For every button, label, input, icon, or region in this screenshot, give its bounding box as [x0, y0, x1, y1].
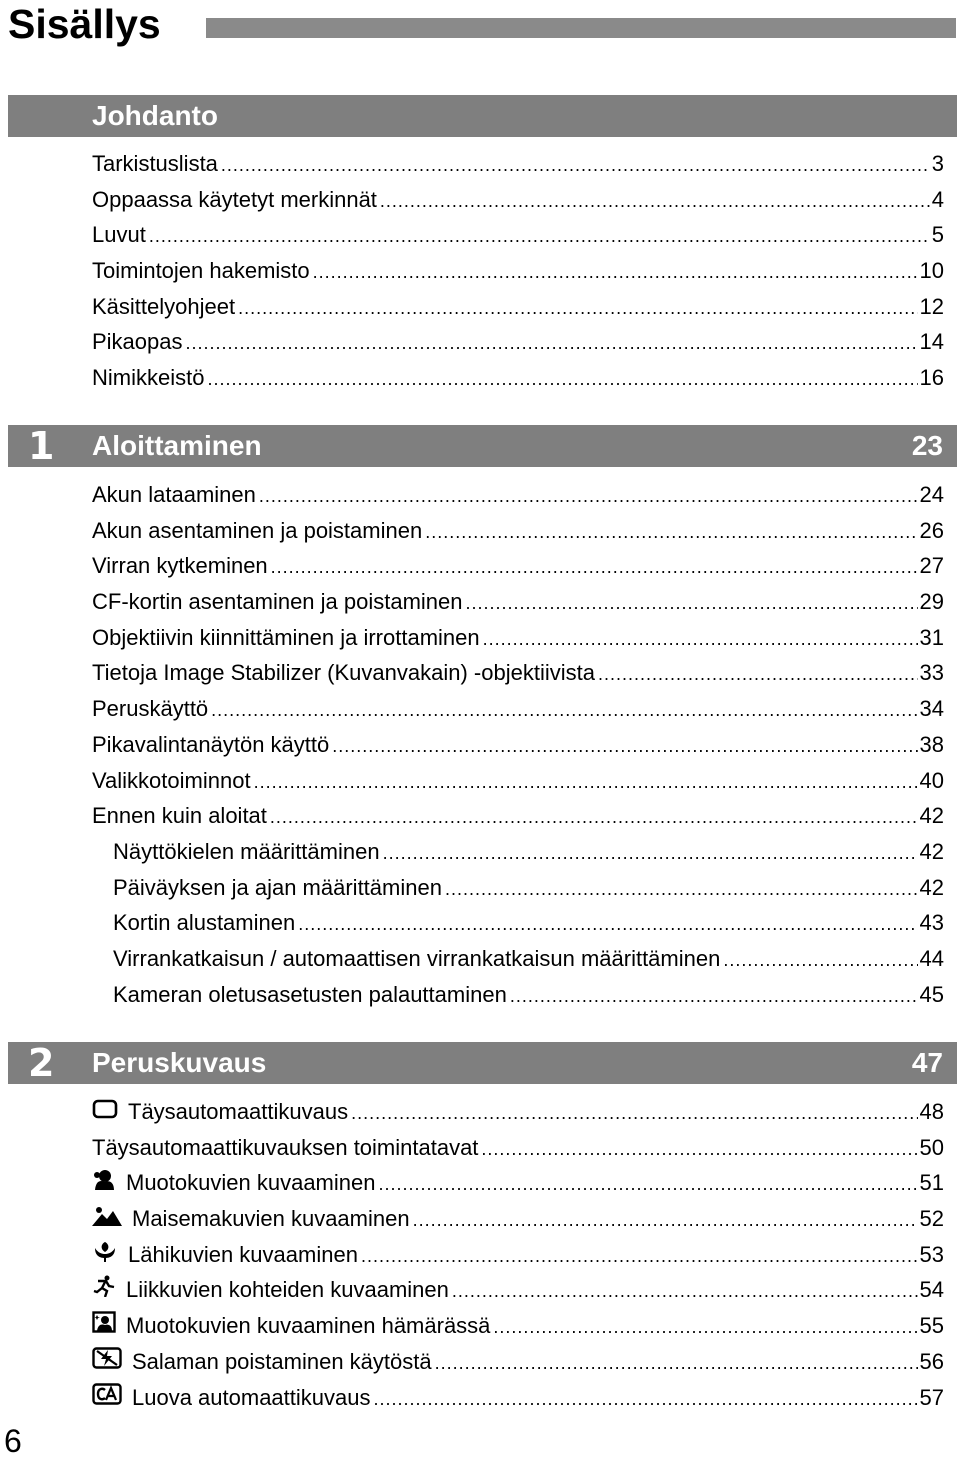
leader-dots: [483, 622, 918, 658]
toc-entry-text: Peruskäyttö: [92, 696, 209, 722]
section-header-aloittaminen[interactable]: [8, 425, 957, 467]
leader-dots: [374, 1382, 918, 1418]
toc-entry-text: Muotokuvien kuvaaminen: [126, 1170, 376, 1196]
leader-dots: [221, 148, 930, 184]
toc-entry-text: Pikavalintanäytön käyttö: [92, 731, 330, 757]
toc-entry-text: Salaman poistaminen käytöstä: [132, 1348, 432, 1374]
toc-subentry[interactable]: [92, 977, 944, 1013]
toc-entry-text: Akun asentaminen ja poistaminen: [92, 517, 423, 543]
title-rule: [206, 18, 956, 38]
toc-entry-text: Pikaopas: [92, 329, 183, 355]
leader-dots: [425, 515, 917, 551]
toc-entry[interactable]: [92, 477, 944, 513]
toc-entry-page: 31: [919, 624, 944, 650]
leader-dots: [723, 943, 917, 979]
section-header-johdanto[interactable]: [8, 95, 957, 137]
section-page: 47: [911, 1047, 943, 1078]
toc-entry-page: 24: [919, 482, 944, 507]
toc-entry-page: 10: [919, 258, 944, 284]
sports-icon: [92, 1272, 116, 1292]
toc-entry-page: 26: [919, 517, 944, 543]
leader-dots: [435, 1346, 918, 1382]
leader-dots: [271, 550, 918, 586]
toc-list-johdanto: [92, 146, 944, 396]
toc-subentry[interactable]: [92, 941, 944, 977]
toc-entry-page: 43: [919, 910, 944, 936]
toc-entry-page: 55: [919, 1313, 944, 1339]
page-number: 6: [4, 1423, 22, 1459]
toc-entry[interactable]: [92, 620, 944, 656]
toc-entry[interactable]: [92, 253, 944, 289]
toc-entry-text: Valikkotoiminnot: [92, 767, 251, 793]
toc-entry[interactable]: [92, 584, 944, 620]
toc-entry-page: 48: [919, 1099, 944, 1124]
toc-entry-page: 12: [919, 293, 944, 319]
page-title: Sisällys: [8, 1, 161, 47]
toc-entry[interactable]: [92, 360, 944, 396]
leader-dots: [238, 291, 917, 327]
toc-entry-page: 40: [919, 767, 944, 793]
toc-entry-text: Objektiivin kiinnittäminen ja irrottaminen: [92, 624, 480, 650]
leader-dots: [383, 836, 918, 872]
toc-entry-page: 16: [919, 365, 944, 391]
toc-entry-text: Virran kytkeminen: [92, 553, 268, 579]
toc-entry[interactable]: [92, 727, 944, 763]
toc-entry[interactable]: [92, 513, 944, 549]
toc-entry-page: 51: [919, 1170, 944, 1196]
toc-entry-text: Tietoja Image Stabilizer (Kuvanvakain) -objektiivista: [92, 660, 595, 686]
toc-entry-text: Virrankatkaisun / automaattisen virrankatkaisun määrittäminen: [113, 945, 721, 971]
toc-entry-text: Toimintojen hakemisto: [92, 258, 310, 284]
toc-entry[interactable]: [92, 1344, 944, 1380]
toc-entry-text: Luova automaattikuvaus: [132, 1384, 371, 1410]
section-page: 23: [911, 430, 943, 461]
chapter-number: 1: [28, 424, 55, 468]
section-title: Johdanto: [92, 100, 218, 131]
toc-subentry[interactable]: [92, 834, 944, 870]
leader-dots: [481, 1132, 917, 1168]
leader-dots: [493, 1310, 917, 1346]
toc-entry-text: Lähikuvien kuvaaminen: [128, 1241, 358, 1267]
toc-entry[interactable]: [92, 1237, 944, 1273]
leader-dots: [378, 1167, 917, 1203]
toc-entry-page: 14: [919, 329, 944, 355]
toc-entry-page: 38: [919, 731, 944, 757]
toc-entry-page: 52: [919, 1206, 944, 1232]
toc-entry-page: 29: [919, 589, 944, 615]
toc-entry[interactable]: [92, 1094, 944, 1130]
leader-dots: [510, 979, 918, 1015]
toc-entry-page: 44: [919, 945, 944, 971]
toc-entry-text: Päiväyksen ja ajan määrittäminen: [113, 874, 442, 900]
leader-dots: [466, 586, 918, 622]
toc-entry[interactable]: [92, 1165, 944, 1201]
toc-entry-text: Näyttökielen määrittäminen: [113, 838, 380, 864]
toc-entry[interactable]: [92, 691, 944, 727]
toc-entry-page: 56: [919, 1348, 944, 1374]
toc-entry-text: Liikkuvien kohteiden kuvaaminen: [126, 1277, 449, 1303]
toc-entry[interactable]: [92, 1272, 944, 1308]
chapter-number: 2: [28, 1041, 55, 1085]
leader-dots: [254, 765, 918, 801]
toc-entry-text: Kameran oletusasetusten palauttaminen: [113, 981, 507, 1007]
toc-entry-page: 45: [919, 981, 944, 1007]
leader-dots: [149, 219, 930, 255]
toc-entry-page: 53: [919, 1241, 944, 1267]
toc-entry[interactable]: [92, 1380, 944, 1416]
toc-entry-page: 42: [919, 874, 944, 900]
toc-entry-text: Luvut: [92, 222, 146, 248]
toc-entry-page: 3: [931, 151, 944, 176]
toc-entry-text: Täysautomaattikuvauksen toimintatavat: [92, 1134, 479, 1160]
section-header-peruskuvaus[interactable]: [8, 1042, 957, 1084]
leader-dots: [598, 657, 918, 693]
landscape-icon: [92, 1201, 122, 1221]
leader-dots: [298, 907, 917, 943]
toc-list-aloittaminen: [92, 477, 944, 1012]
closeup-icon: [92, 1237, 118, 1257]
toc-entry-page: 33: [919, 660, 944, 686]
leader-dots: [332, 729, 917, 765]
toc-entry-text: Akun lataaminen: [92, 482, 256, 507]
leader-dots: [313, 255, 918, 291]
toc-entry-page: 34: [919, 696, 944, 722]
leader-dots: [380, 184, 930, 220]
leader-dots: [186, 326, 918, 362]
creative-auto-icon: [92, 1380, 122, 1400]
toc-entry-text: Täysautomaattikuvaus: [128, 1099, 349, 1124]
toc-entry[interactable]: [92, 324, 944, 360]
night-portrait-icon: [92, 1308, 116, 1328]
toc-entry-page: 4: [931, 186, 944, 212]
toc-entry-text: Maisemakuvien kuvaaminen: [132, 1206, 410, 1232]
toc-entry-text: Oppaassa käytetyt merkinnät: [92, 186, 377, 212]
toc-entry-text: Muotokuvien kuvaaminen hämärässä: [126, 1313, 491, 1339]
toc-entry-text: Kortin alustaminen: [113, 910, 296, 936]
leader-dots: [270, 800, 918, 836]
full-auto-icon: [92, 1094, 118, 1114]
toc-entry[interactable]: [92, 548, 944, 584]
toc-entry[interactable]: [92, 1308, 944, 1344]
toc-entry[interactable]: [92, 1201, 944, 1237]
toc-entry[interactable]: [92, 1130, 944, 1166]
toc-entry-text: Tarkistuslista: [92, 151, 218, 176]
toc-entry-page: 50: [919, 1134, 944, 1160]
section-title: Aloittaminen: [92, 430, 262, 461]
toc-entry[interactable]: [92, 182, 944, 218]
toc-entry-page: 5: [931, 222, 944, 248]
leader-dots: [211, 693, 917, 729]
leader-dots: [452, 1274, 918, 1310]
flash-off-icon: [92, 1344, 122, 1364]
leader-dots: [445, 872, 918, 908]
toc-entry-page: 42: [919, 803, 944, 829]
toc-entry[interactable]: [92, 217, 944, 253]
section-title: Peruskuvaus: [92, 1047, 267, 1078]
toc-entry[interactable]: [92, 655, 944, 691]
toc-entry[interactable]: [92, 763, 944, 799]
leader-dots: [361, 1239, 918, 1275]
leader-dots: [413, 1203, 918, 1239]
toc-entry-text: Käsittelyohjeet: [92, 293, 236, 319]
leader-dots: [207, 362, 917, 398]
toc-subentry[interactable]: [92, 870, 944, 906]
leader-dots: [259, 479, 918, 515]
toc-entry-page: 57: [919, 1384, 944, 1410]
leader-dots: [351, 1096, 917, 1132]
portrait-icon: [92, 1165, 116, 1185]
toc-entry-page: 42: [919, 838, 944, 864]
toc-entry[interactable]: [92, 289, 944, 325]
toc-entry[interactable]: [92, 146, 944, 182]
toc-entry[interactable]: [92, 798, 944, 834]
toc-subentry[interactable]: [92, 905, 944, 941]
toc-entry-text: Ennen kuin aloitat: [92, 803, 267, 829]
toc-entry-text: CF-kortin asentaminen ja poistaminen: [92, 589, 463, 615]
toc-entry-page: 54: [919, 1277, 944, 1303]
toc-list-peruskuvaus: [92, 1094, 944, 1415]
toc-entry-page: 27: [919, 553, 944, 579]
toc-entry-text: Nimikkeistö: [92, 365, 205, 391]
